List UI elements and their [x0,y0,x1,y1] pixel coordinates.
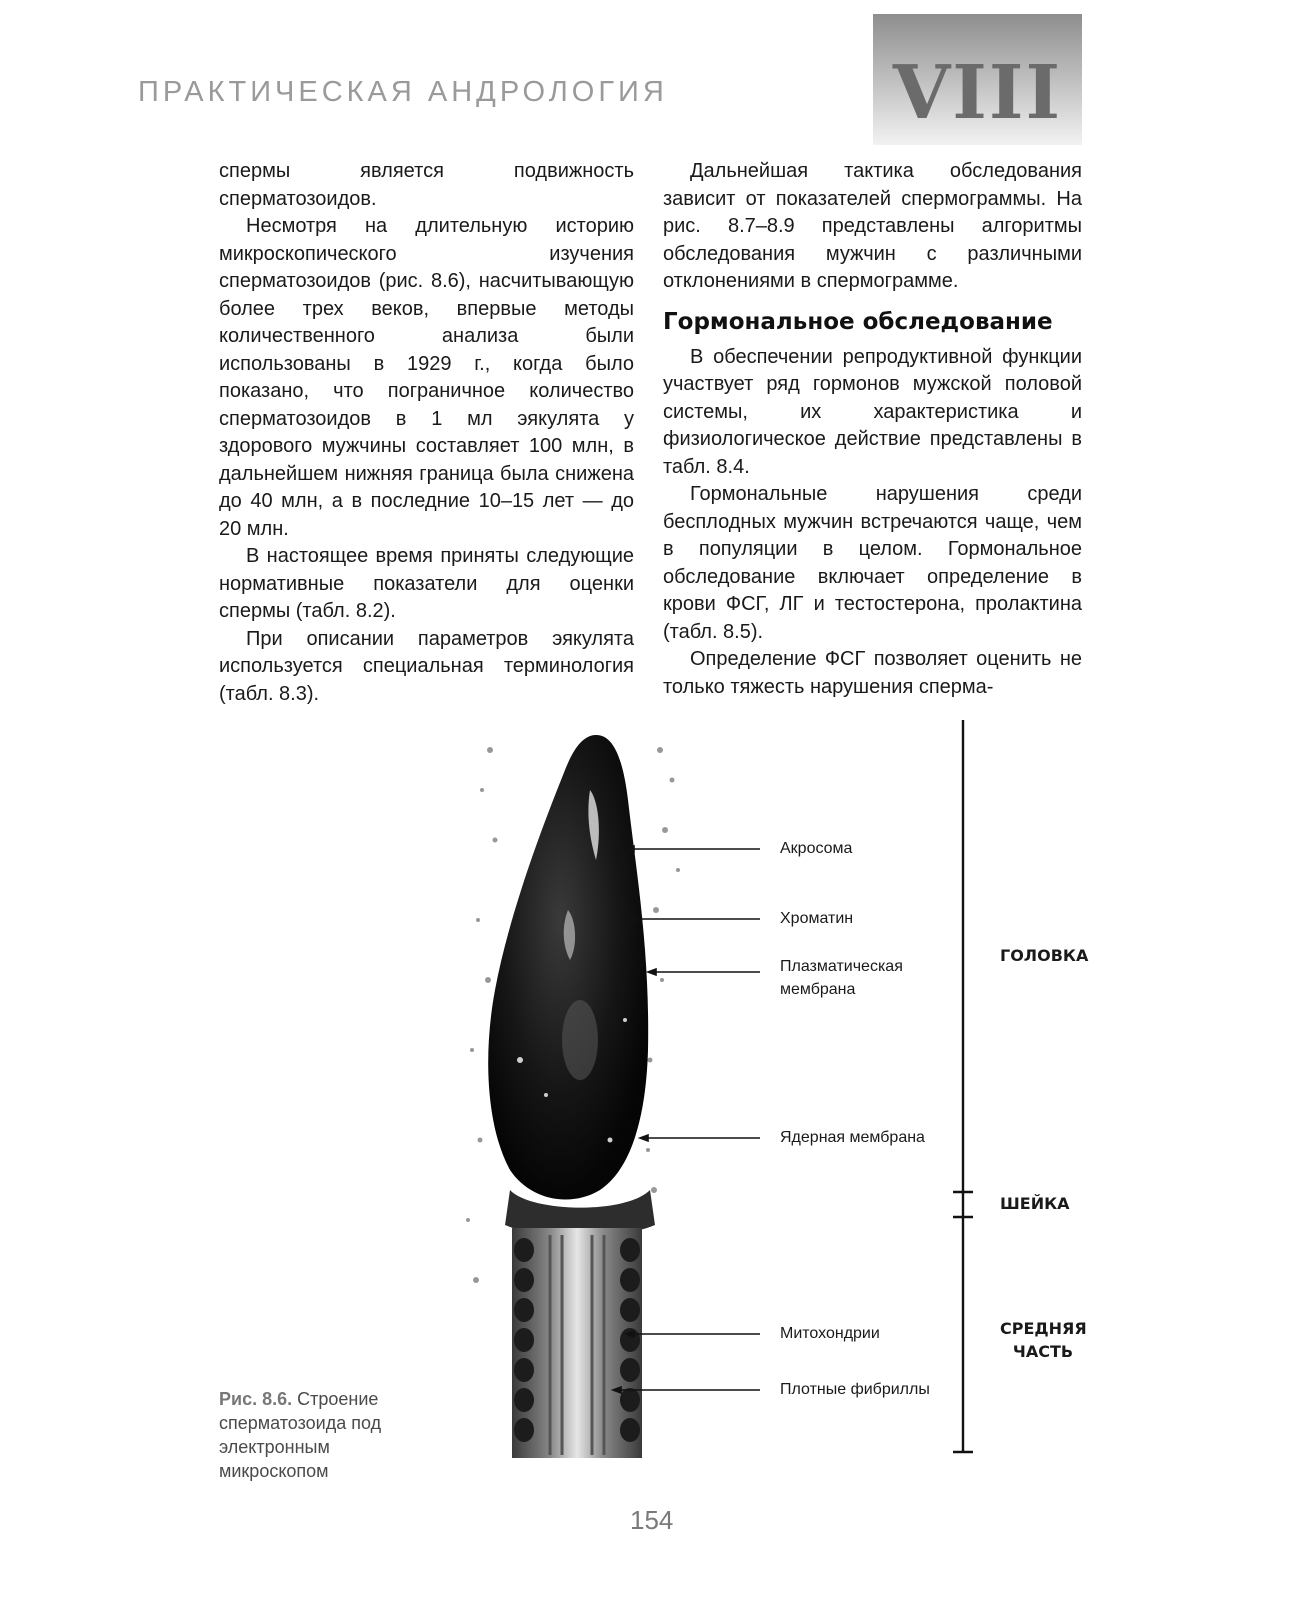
running-title: ПРАКТИЧЕСКАЯ АНДРОЛОГИЯ [138,76,668,108]
right-text-column [663,158,1082,701]
part-bracket [953,720,973,1452]
label-mitochondria: Митохондрии [780,1325,880,1342]
paragraph: В обеспечении репродуктивной функции участвует ряд гормонов мужской половой системы, их характеристика и физиологическое действие представлены в табл. 8.4. [663,345,1082,478]
paragraph: Гормональные нарушения среди бесплодных мужчин встречаются чаще, чем в популяции в целом. Гормональное обследование включает определение в крови ФСГ, ЛГ и тестостерона, пролактина (табл. 8.5). [663,483,1082,643]
part-label-neck: ШЕЙКА [1000,1194,1070,1213]
section-heading: Гормональное обследование [663,308,1053,335]
part-label-middle-line2: ЧАСТЬ [1012,1342,1074,1361]
paragraph: Определение ФСГ позволяет оценить не только тяжесть нарушения сперма- [663,648,1082,698]
paragraph: Несмотря на длительную историю микроскопического изучения сперматозоидов (рис. 8.6), насчитывающую более трех веков, впервые методы количественного анализа были использованы в 1929 г., когда было показано, что пограничное количество сперматозоидов в 1 мл эякулята у здорового мужчины составляет 100 млн, в дальнейшем нижняя граница была снижена до 40 млн, а в последние 10–15 лет — до 20 млн. [219,215,634,540]
label-nuclear-membrane: Ядерная мембрана [780,1129,925,1146]
label-chromatin: Хроматин [780,910,854,927]
page-number: 154 [630,1505,674,1535]
figure-caption-text: Строение сперматозоида под электронным микроскопом [219,1389,382,1481]
sperm-head [488,735,648,1200]
paragraph: спермы является подвижность сперматозоидов. [219,160,634,210]
figure-number: Рис. 8.6. [219,1389,293,1409]
figure-caption [219,1387,429,1483]
paragraph: Дальнейшая тактика обследования зависит от показателей спермограммы. На рис. 8.7–8.9 представлены алгоритмы обследования мужчин с различными отклонениями в спермограмме. [663,160,1082,292]
paragraph: В настоящее время приняты следующие нормативные показатели для оценки спермы (табл. 8.2). [219,545,634,622]
paragraph: При описании параметров эякулята используется специальная терминология (табл. 8.3). [219,627,634,705]
label-acrosome: Акросома [780,840,853,857]
nucleus-sheen [562,1000,598,1080]
part-label-head: ГОЛОВКА [1000,946,1089,965]
label-dense-fibrils: Плотные фибриллы [780,1381,930,1398]
chapter-badge [873,14,1082,145]
label-plasma-membrane-line2: мембрана [780,981,856,998]
part-label-middle-line1: СРЕДНЯЯ [1000,1319,1087,1338]
label-plasma-membrane-line1: Плазматическая [780,958,903,975]
sperm-micrograph [450,720,990,1480]
left-text-column [219,158,634,708]
chapter-number: VIII [892,50,1063,136]
